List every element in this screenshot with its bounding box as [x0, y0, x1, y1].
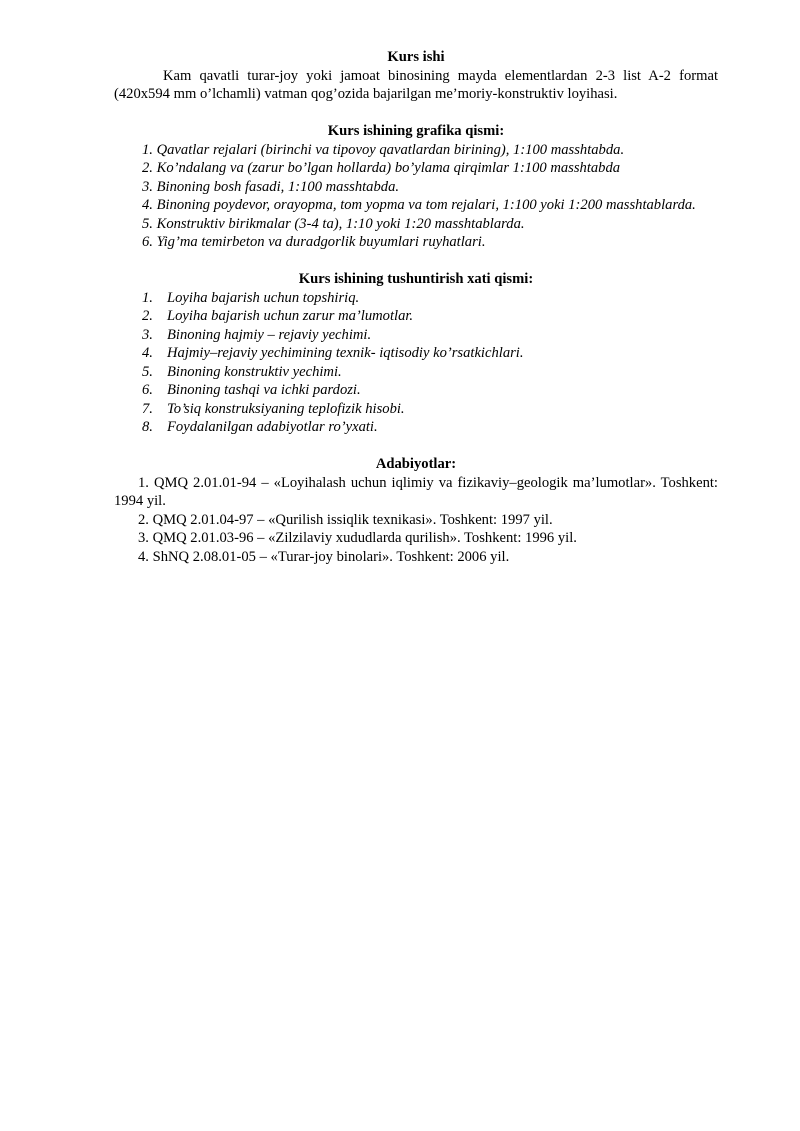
list-item-number: 5. [142, 363, 153, 380]
list-item: 2. Ko’ndalang va (zarur bo’lgan hollarda) bo’ylama qirqimlar 1:100 masshtabda [142, 160, 621, 176]
list-item-number: 3. [142, 326, 153, 343]
adabiyotlar-list [114, 474, 718, 567]
reference-item: 4. ShNQ 2.08.01-05 – «Turar-joy binolari». Toshkent: 2006 yil. [138, 548, 510, 565]
list-item-text: Binoning hajmiy – rejaviy yechimi. [167, 326, 372, 343]
list-item-text: Hajmiy–rejaviy yechimining texnik- iqtisodiy ko’rsatkichlari. [167, 345, 524, 361]
adabiyotlar-heading: Adabiyotlar: [375, 456, 457, 472]
list-item [114, 418, 718, 437]
tushuntirish-list [114, 289, 718, 437]
spacer [114, 437, 718, 456]
list-item [114, 289, 718, 308]
list-item-text: Loyiha bajarish uchun zarur ma’lumotlar. [167, 308, 414, 324]
list-item-text: Loyiha bajarish uchun topshiriq. [167, 289, 360, 306]
spacer [114, 252, 718, 271]
spacer [114, 104, 718, 123]
intro-paragraph: Kam qavatli turar-joy yoki jamoat binosining mayda elementlardan 2-3 list A-2 format (420x594 mm o’lchamli) vatman qog’ozida bajarilgan me’moriy-konstruktiv loyihasi. [114, 67, 718, 102]
list-item-number: 6. [142, 382, 153, 398]
list-item: 6. Yig’ma temirbeton va duradgorlik buyumlari ruyhatlari. [142, 234, 486, 250]
list-item-number: 1. [142, 289, 153, 306]
list-item [114, 381, 718, 400]
list-item [114, 400, 718, 419]
list-item: 1. Qavatlar rejalari (birinchi va tipovoy qavatlardan birining), 1:100 masshtabda. [142, 141, 625, 158]
reference-item: 2. QMQ 2.01.04-97 – «Qurilish issiqlik texnikasi». Toshkent: 1997 yil. [138, 511, 553, 528]
list-item-text: To’siq konstruksiyaning teplofizik hisobi. [167, 400, 405, 417]
list-item [114, 307, 718, 326]
list-item [114, 363, 718, 382]
grafika-list [114, 141, 718, 252]
grafika-heading: Kurs ishining grafika qismi: [327, 123, 505, 139]
tushuntirish-heading: Kurs ishining tushuntirish xati qismi: [298, 271, 534, 287]
list-item: 5. Konstruktiv birikmalar (3-4 ta), 1:10 yoki 1:20 masshtablarda. [142, 215, 525, 232]
list-item-number: 2. [142, 308, 153, 324]
document-page [114, 48, 718, 566]
list-item: 3. Binoning bosh fasadi, 1:100 masshtabda. [142, 178, 400, 195]
list-item-number: 8. [142, 419, 153, 435]
list-item [114, 326, 718, 345]
list-item: 4. Binoning poydevor, orayopma, tom yopma va tom rejalari, 1:100 yoki 1:200 masshtablarda. [142, 197, 696, 213]
list-item-text: Binoning tashqi va ichki pardozi. [167, 382, 361, 398]
list-item [114, 344, 718, 363]
list-item-text: Foydalanilgan adabiyotlar ro’yxati. [167, 419, 378, 435]
reference-item: 1. QMQ 2.01.01-94 – «Loyihalash uchun iqlimiy va fizikaviy–geologik ma’lumotlar». Toshkent: 1994 yil. [114, 474, 718, 509]
list-item-number: 7. [142, 400, 153, 417]
list-item-number: 4. [142, 345, 153, 361]
reference-item: 3. QMQ 2.01.03-96 – «Zilzilaviy xududlarda qurilish». Toshkent: 1996 yil. [138, 530, 577, 546]
document-title: Kurs ishi [387, 49, 445, 65]
list-item-text: Binoning konstruktiv yechimi. [167, 363, 342, 380]
